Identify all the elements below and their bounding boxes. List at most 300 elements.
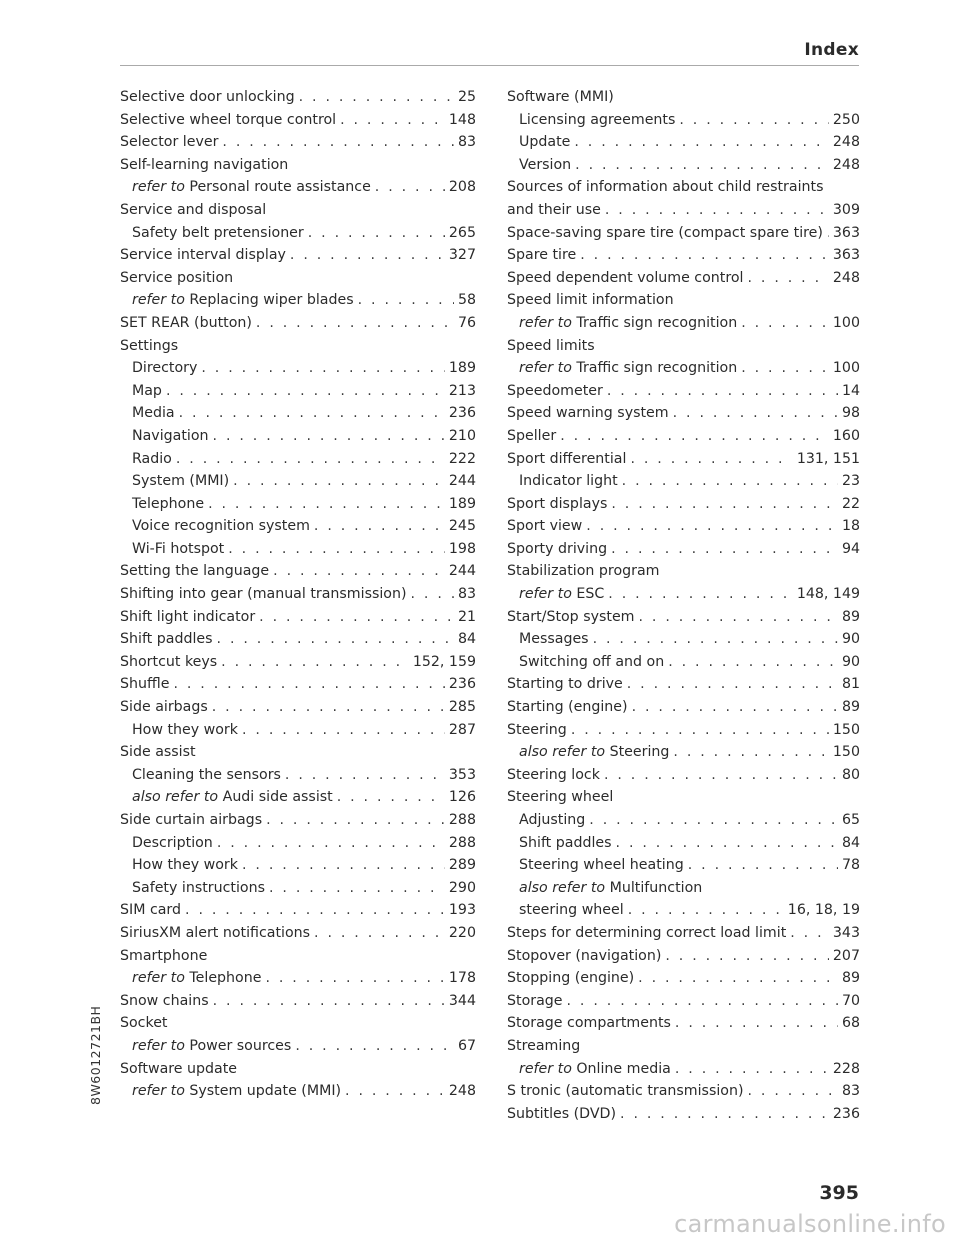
entry-term <box>507 945 661 968</box>
dot-leader <box>639 606 838 629</box>
index-entry <box>507 448 860 471</box>
entry-term <box>120 86 295 109</box>
entry-term <box>519 854 684 877</box>
entry-term <box>120 922 310 945</box>
entry-term <box>132 493 204 516</box>
entry-term <box>132 877 265 900</box>
index-entry <box>507 741 860 764</box>
entry-page[interactable]: 248 <box>832 156 860 173</box>
index-entry <box>120 244 476 267</box>
entry-page[interactable]: 210 <box>448 427 476 444</box>
entry-text: Telephone <box>189 970 262 987</box>
index-entry <box>507 606 860 629</box>
entry-term <box>519 470 618 493</box>
entry-page[interactable]: 126 <box>448 789 476 806</box>
dot-leader <box>375 176 445 199</box>
cross-reference-label: also refer to <box>132 789 219 806</box>
entry-page[interactable]: 288 <box>448 834 476 851</box>
index-entry <box>507 583 860 606</box>
entry-term <box>132 176 371 199</box>
entry-text: Side curtain airbags <box>120 812 263 828</box>
index-entry <box>120 786 476 809</box>
entry-text: steering wheel <box>519 902 624 919</box>
entry-text: Selective door unlocking <box>120 89 295 105</box>
entry-text: Spare tire <box>507 247 577 264</box>
entry-page[interactable]: 150 <box>832 721 860 738</box>
entry-text: Adjusting <box>519 812 586 828</box>
index-entry <box>120 606 476 629</box>
entry-text: Shift light indicator <box>120 608 256 625</box>
entry-page[interactable]: 76 <box>457 314 476 331</box>
index-entry <box>120 719 476 742</box>
entry-text: Update <box>519 134 571 151</box>
dot-leader <box>242 854 445 877</box>
entry-term <box>507 425 556 448</box>
index-entry <box>507 267 860 290</box>
entry-text: Messages <box>519 631 589 648</box>
dot-leader <box>173 673 444 696</box>
index-entry <box>507 1012 860 1035</box>
entry-term <box>507 1080 743 1103</box>
index-entry <box>120 154 476 177</box>
entry-term <box>132 538 224 561</box>
index-entry <box>120 335 476 358</box>
entry-text: Socket <box>120 1015 168 1032</box>
entry-page[interactable]: 22 <box>841 495 860 512</box>
entry-page[interactable]: 248 <box>832 269 860 286</box>
index-entry <box>120 176 476 199</box>
entry-page[interactable]: 65 <box>841 812 860 828</box>
entry-term <box>132 425 209 448</box>
entry-text: Software (MMI) <box>507 89 614 105</box>
dot-leader <box>688 854 838 877</box>
entry-page[interactable]: 178 <box>448 970 476 987</box>
entry-term <box>507 515 582 538</box>
entry-page[interactable]: 152, 159 <box>412 653 476 670</box>
dot-leader <box>212 696 445 719</box>
dot-leader <box>256 312 454 335</box>
entry-page[interactable]: 244 <box>448 563 476 580</box>
entry-text: Traffic sign recognition <box>576 314 738 331</box>
entry-page[interactable]: 363 <box>832 247 860 264</box>
entry-text: Speed limit information <box>507 292 674 309</box>
index-entry <box>507 199 860 222</box>
entry-page[interactable]: 289 <box>448 857 476 874</box>
entry-page[interactable]: 68 <box>841 1015 860 1032</box>
index-entry <box>507 538 860 561</box>
entry-term <box>519 651 664 674</box>
entry-term <box>519 899 624 922</box>
entry-text: Online media <box>576 1060 671 1077</box>
entry-page[interactable]: 14 <box>841 382 860 399</box>
entry-page[interactable]: 89 <box>841 608 860 625</box>
entry-page[interactable]: 90 <box>841 631 860 648</box>
dot-leader <box>622 470 838 493</box>
entry-term <box>120 312 252 335</box>
entry-page[interactable]: 83 <box>457 134 476 151</box>
index-entry <box>120 199 476 222</box>
entry-page[interactable]: 25 <box>457 89 476 105</box>
dot-leader <box>337 786 445 809</box>
entry-page[interactable]: 131, 151 <box>796 450 860 467</box>
entry-page[interactable]: 189 <box>448 495 476 512</box>
entry-page[interactable]: 78 <box>841 857 860 874</box>
entry-text: How they work <box>132 857 238 874</box>
index-entry <box>507 877 860 900</box>
entry-text: and their use <box>507 201 601 218</box>
entry-term <box>519 109 675 132</box>
entry-term <box>507 493 607 516</box>
dot-leader <box>166 380 445 403</box>
entry-text: Speed warning system <box>507 405 669 422</box>
entry-page[interactable]: 58 <box>457 292 476 309</box>
entry-page[interactable]: 208 <box>448 179 476 196</box>
entry-term <box>120 583 407 606</box>
entry-term <box>120 199 266 222</box>
index-entry <box>507 854 860 877</box>
entry-term <box>120 335 178 358</box>
index-entry <box>120 696 476 719</box>
index-entry <box>507 922 860 945</box>
dot-leader <box>233 470 445 493</box>
dot-leader <box>605 199 829 222</box>
dot-leader <box>266 809 445 832</box>
entry-term <box>132 764 281 787</box>
entry-text: Safety instructions <box>132 879 265 896</box>
page-number: 395 <box>819 1182 859 1204</box>
index-entry <box>507 425 860 448</box>
entry-text: SET REAR (button) <box>120 314 252 331</box>
entry-page[interactable]: 94 <box>841 540 860 557</box>
entry-page[interactable]: 100 <box>832 314 860 331</box>
index-entry <box>120 945 476 968</box>
entry-page[interactable]: 21 <box>457 608 476 625</box>
entry-text: Radio <box>132 450 172 467</box>
entry-term <box>507 673 623 696</box>
dot-leader <box>589 809 838 832</box>
entry-term <box>507 402 669 425</box>
entry-term <box>120 244 286 267</box>
cross-reference-label: refer to <box>132 1083 185 1100</box>
entry-page[interactable]: 250 <box>832 111 860 128</box>
entry-page[interactable]: 343 <box>832 924 860 941</box>
watermark: carmanualsonline.info <box>674 1210 946 1238</box>
entry-term <box>132 470 229 493</box>
entry-text: Shift paddles <box>120 631 213 648</box>
index-entry <box>120 877 476 900</box>
entry-term <box>120 1012 168 1035</box>
index-entry <box>507 402 860 425</box>
index-entry <box>120 651 476 674</box>
entry-page[interactable]: 236 <box>448 676 476 693</box>
dot-leader <box>668 651 838 674</box>
entry-term <box>519 628 589 651</box>
index-entry <box>507 380 860 403</box>
entry-term <box>507 1012 671 1035</box>
entry-text: S tronic (automatic transmission) <box>507 1083 744 1100</box>
cross-reference-label: refer to <box>519 360 572 377</box>
dot-leader <box>411 583 454 606</box>
index-entry <box>120 673 476 696</box>
dot-leader <box>586 515 838 538</box>
entry-page[interactable]: 89 <box>841 970 860 987</box>
entry-page[interactable]: 207 <box>832 947 860 964</box>
index-entry <box>120 312 476 335</box>
dot-leader <box>185 899 445 922</box>
dot-leader <box>567 990 838 1013</box>
entry-text: Directory <box>132 360 198 377</box>
entry-page[interactable]: 18 <box>841 518 860 535</box>
dot-leader <box>314 515 445 538</box>
cross-reference-label: refer to <box>132 179 185 196</box>
dot-leader <box>285 764 445 787</box>
index-entry <box>120 899 476 922</box>
entry-term <box>132 854 238 877</box>
dot-leader <box>228 538 445 561</box>
entry-page[interactable]: 353 <box>448 766 476 783</box>
dot-leader <box>747 1080 837 1103</box>
entry-page[interactable]: 148, 149 <box>796 586 860 603</box>
entry-page[interactable]: 198 <box>448 540 476 557</box>
entry-page[interactable]: 327 <box>448 247 476 264</box>
dot-leader <box>176 448 445 471</box>
index-entry <box>507 673 860 696</box>
entry-term <box>507 244 576 267</box>
index-entry <box>507 719 860 742</box>
entry-page[interactable]: 213 <box>448 382 476 399</box>
entry-page[interactable]: 344 <box>448 992 476 1009</box>
dot-leader <box>741 357 829 380</box>
entry-page[interactable]: 148 <box>448 111 476 128</box>
entry-page[interactable]: 245 <box>448 518 476 535</box>
entry-text: Smartphone <box>120 947 208 964</box>
entry-page[interactable]: 89 <box>841 699 860 716</box>
entry-page[interactable]: 288 <box>448 812 476 828</box>
entry-page[interactable]: 290 <box>448 879 476 896</box>
index-entry <box>120 583 476 606</box>
entry-page[interactable]: 84 <box>841 834 860 851</box>
entry-page[interactable]: 363 <box>832 224 860 241</box>
entry-term <box>507 990 563 1013</box>
index-entry <box>507 335 860 358</box>
entry-text: Wi-Fi hotspot <box>132 540 225 557</box>
entry-term <box>519 741 669 764</box>
entry-page[interactable]: 285 <box>448 699 476 716</box>
entry-text: Shuffle <box>120 676 170 693</box>
entry-page[interactable]: 248 <box>448 1083 476 1100</box>
entry-text: Self-learning navigation <box>120 156 289 173</box>
dot-leader <box>571 719 829 742</box>
entry-page[interactable]: 193 <box>448 902 476 919</box>
dot-leader <box>290 244 445 267</box>
index-entry <box>507 86 860 109</box>
dot-leader <box>665 945 829 968</box>
entry-term <box>507 86 614 109</box>
dot-leader <box>630 448 792 471</box>
entry-term <box>120 1058 237 1081</box>
index-entry <box>120 425 476 448</box>
entry-page[interactable]: 83 <box>841 1083 860 1100</box>
cross-reference-label: refer to <box>132 292 185 309</box>
dot-leader <box>295 1035 454 1058</box>
entry-page[interactable]: 67 <box>457 1037 476 1054</box>
entry-text: SIM card <box>120 902 182 919</box>
dot-leader <box>790 922 829 945</box>
entry-text: Description <box>132 834 213 851</box>
entry-term <box>507 967 634 990</box>
entry-page[interactable]: 189 <box>448 360 476 377</box>
entry-term <box>507 199 601 222</box>
entry-term <box>120 154 288 177</box>
entry-text: Navigation <box>132 427 209 444</box>
entry-page[interactable]: 98 <box>841 405 860 422</box>
dot-leader <box>673 741 828 764</box>
index-entry <box>120 538 476 561</box>
dot-leader <box>265 967 444 990</box>
index-entry <box>120 402 476 425</box>
entry-text: Replacing wiper blades <box>189 292 354 309</box>
index-entry <box>507 651 860 674</box>
entry-term <box>507 719 567 742</box>
index-entry <box>507 945 860 968</box>
dot-leader <box>575 154 829 177</box>
entry-text: Speed limits <box>507 337 595 354</box>
index-entry <box>507 154 860 177</box>
entry-term <box>507 764 600 787</box>
entry-page[interactable]: 150 <box>832 744 860 761</box>
entry-text: Subtitles (DVD) <box>507 1105 617 1122</box>
dot-leader <box>345 1080 445 1103</box>
entry-page[interactable]: 236 <box>832 1105 860 1122</box>
entry-text: Space-saving spare tire (compact spare tire) <box>507 224 823 241</box>
entry-page[interactable]: 83 <box>457 586 476 603</box>
entry-text: Power sources <box>189 1037 292 1054</box>
index-entry <box>507 786 860 809</box>
dot-leader <box>632 696 838 719</box>
index-entry <box>120 131 476 154</box>
entry-text: Service and disposal <box>120 201 267 218</box>
index-column-left <box>120 86 476 1103</box>
index-entry <box>507 493 860 516</box>
cross-reference-label: refer to <box>132 970 185 987</box>
dot-leader <box>217 628 454 651</box>
dot-leader <box>604 764 838 787</box>
entry-term <box>132 515 310 538</box>
entry-page[interactable]: 80 <box>841 766 860 783</box>
entry-term <box>507 448 626 471</box>
entry-page[interactable]: 90 <box>841 653 860 670</box>
entry-term <box>507 786 613 809</box>
entry-text: Traffic sign recognition <box>576 360 738 377</box>
index-entry <box>507 990 860 1013</box>
entry-text: Sources of information about child restraints <box>507 179 824 196</box>
entry-term <box>120 628 213 651</box>
entry-text: Start/Stop system <box>507 608 635 625</box>
dot-leader <box>741 312 829 335</box>
entry-term <box>120 945 207 968</box>
index-entry <box>120 967 476 990</box>
entry-term <box>507 289 674 312</box>
entry-page[interactable]: 16, 18, 19 <box>787 902 860 919</box>
entry-text: Starting (engine) <box>507 699 628 716</box>
index-entry <box>507 357 860 380</box>
dot-leader <box>616 832 838 855</box>
index-entry <box>120 493 476 516</box>
entry-page[interactable]: 236 <box>448 405 476 422</box>
entry-term <box>120 267 233 290</box>
entry-page[interactable]: 23 <box>841 473 860 490</box>
entry-page[interactable]: 309 <box>832 201 860 218</box>
dot-leader <box>580 244 829 267</box>
entry-page[interactable]: 81 <box>841 676 860 693</box>
index-entry <box>120 357 476 380</box>
entry-page[interactable]: 228 <box>832 1060 860 1077</box>
entry-text: SiriusXM alert notifications <box>120 924 311 941</box>
dot-leader <box>628 899 784 922</box>
dot-leader <box>314 922 445 945</box>
entry-text: Sporty driving <box>507 540 608 557</box>
entry-term <box>507 606 635 629</box>
index-entry <box>507 628 860 651</box>
entry-page[interactable]: 287 <box>448 721 476 738</box>
entry-text: Shifting into gear (manual transmission) <box>120 586 407 603</box>
entry-term <box>120 899 181 922</box>
entry-page[interactable]: 160 <box>832 427 860 444</box>
entry-page[interactable]: 84 <box>457 631 476 648</box>
entry-term <box>120 809 262 832</box>
entry-term <box>132 786 333 809</box>
entry-text: Steering lock <box>507 766 600 783</box>
entry-page[interactable]: 244 <box>448 473 476 490</box>
entry-page[interactable]: 222 <box>448 450 476 467</box>
entry-term <box>132 719 238 742</box>
entry-term <box>120 990 209 1013</box>
index-entry <box>120 560 476 583</box>
dot-leader <box>221 651 409 674</box>
index-entry <box>507 470 860 493</box>
entry-term <box>507 222 823 245</box>
entry-page[interactable]: 248 <box>832 134 860 151</box>
dot-leader <box>608 583 793 606</box>
entry-term <box>519 809 585 832</box>
entry-text: ESC <box>576 586 605 603</box>
entry-page[interactable]: 70 <box>841 992 860 1009</box>
entry-text: Setting the language <box>120 563 270 580</box>
index-entry <box>120 267 476 290</box>
entry-text: Settings <box>120 337 179 354</box>
index-entry <box>507 809 860 832</box>
dot-leader <box>201 357 445 380</box>
entry-page[interactable]: 265 <box>448 224 476 241</box>
entry-text: Switching off and on <box>519 653 665 670</box>
cross-reference-label: refer to <box>519 586 572 603</box>
index-entry <box>507 1103 860 1126</box>
entry-page[interactable]: 100 <box>832 360 860 377</box>
entry-term <box>132 1080 341 1103</box>
index-entry <box>507 515 860 538</box>
entry-term <box>120 109 336 132</box>
entry-term <box>519 1058 671 1081</box>
document-code: 8W6012721BH <box>88 1005 103 1105</box>
entry-text: Storage compartments <box>507 1015 671 1032</box>
dot-leader <box>259 606 454 629</box>
entry-term <box>132 380 162 403</box>
entry-term <box>507 922 786 945</box>
index-entry <box>120 832 476 855</box>
index-entry <box>120 990 476 1013</box>
entry-page[interactable]: 220 <box>448 924 476 941</box>
dot-leader <box>269 877 445 900</box>
